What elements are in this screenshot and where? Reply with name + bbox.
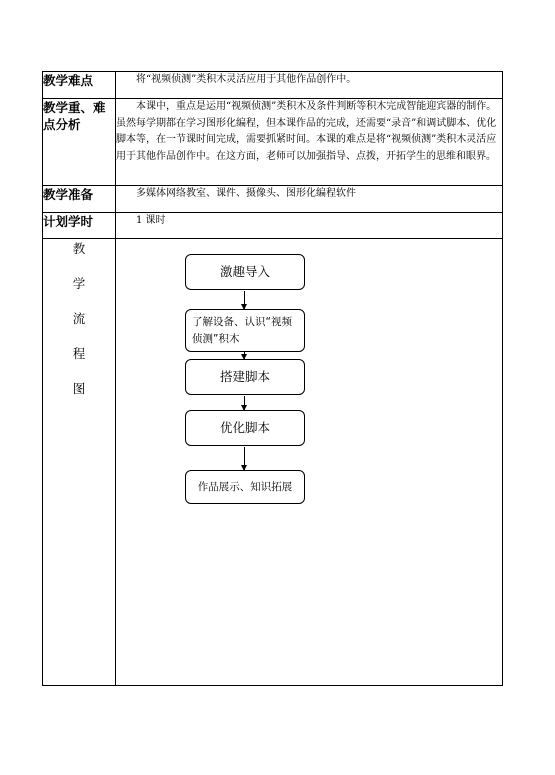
flow-label-char: 程 (72, 346, 86, 361)
flow-label-char: 学 (72, 276, 86, 291)
row-flowchart (43, 239, 503, 686)
difficulty-label: 教学难点 (43, 72, 116, 99)
preparation-label: 教学准备 (43, 186, 116, 213)
flow-arrow (244, 396, 245, 410)
row-preparation (43, 186, 503, 213)
difficulty-content: 将“视频侦测”类积木灵活应用于其他作品创作中。 (116, 72, 503, 99)
flowchart (116, 239, 502, 685)
flow-arrow (244, 447, 245, 470)
flow-arrow (244, 291, 245, 309)
row-hours (43, 213, 503, 239)
flow-step-showcase: 作品展示、知识拓展 (185, 470, 305, 504)
flow-arrow (244, 352, 245, 359)
row-difficulty (43, 72, 503, 99)
analysis-content: 本课中，重点是运用“视频侦测”类积木及条件判断等积木完成智能迎宾器的制作。虽然每学期都在学习图形化编程，但本课作品的完成，还需要“录音”和调试脚本、优化脚本等，在一节课时间完成，需要抓紧时间。本课的难点是将“视频侦测”类积木灵活应用于其他作品创作中。在这方面，老师可以加强指导、点拨，开拓学生的思维和眼界。 (116, 99, 503, 186)
flow-step-learn-device: 了解设备、认识“视频侦测”积木 (185, 309, 305, 352)
flow-step-build-script: 搭建脚本 (185, 359, 305, 395)
analysis-label: 教学重、难点分析 (43, 99, 116, 186)
flow-label-char: 教 (72, 241, 86, 256)
flowchart-cell (116, 239, 503, 686)
flow-label-char: 图 (72, 381, 86, 396)
preparation-content: 多媒体网络教室、课件、摄像头、图形化编程软件 (116, 186, 503, 213)
hours-content: 1 课时 (116, 213, 503, 239)
flowchart-label (43, 239, 116, 686)
hours-label: 计划学时 (43, 213, 116, 239)
lesson-plan-table (42, 71, 503, 686)
row-analysis (43, 99, 503, 186)
flow-label-char: 流 (72, 311, 86, 326)
flow-step-intro: 激趣导入 (185, 254, 305, 290)
flow-step-optimize-script: 优化脚本 (185, 410, 305, 446)
